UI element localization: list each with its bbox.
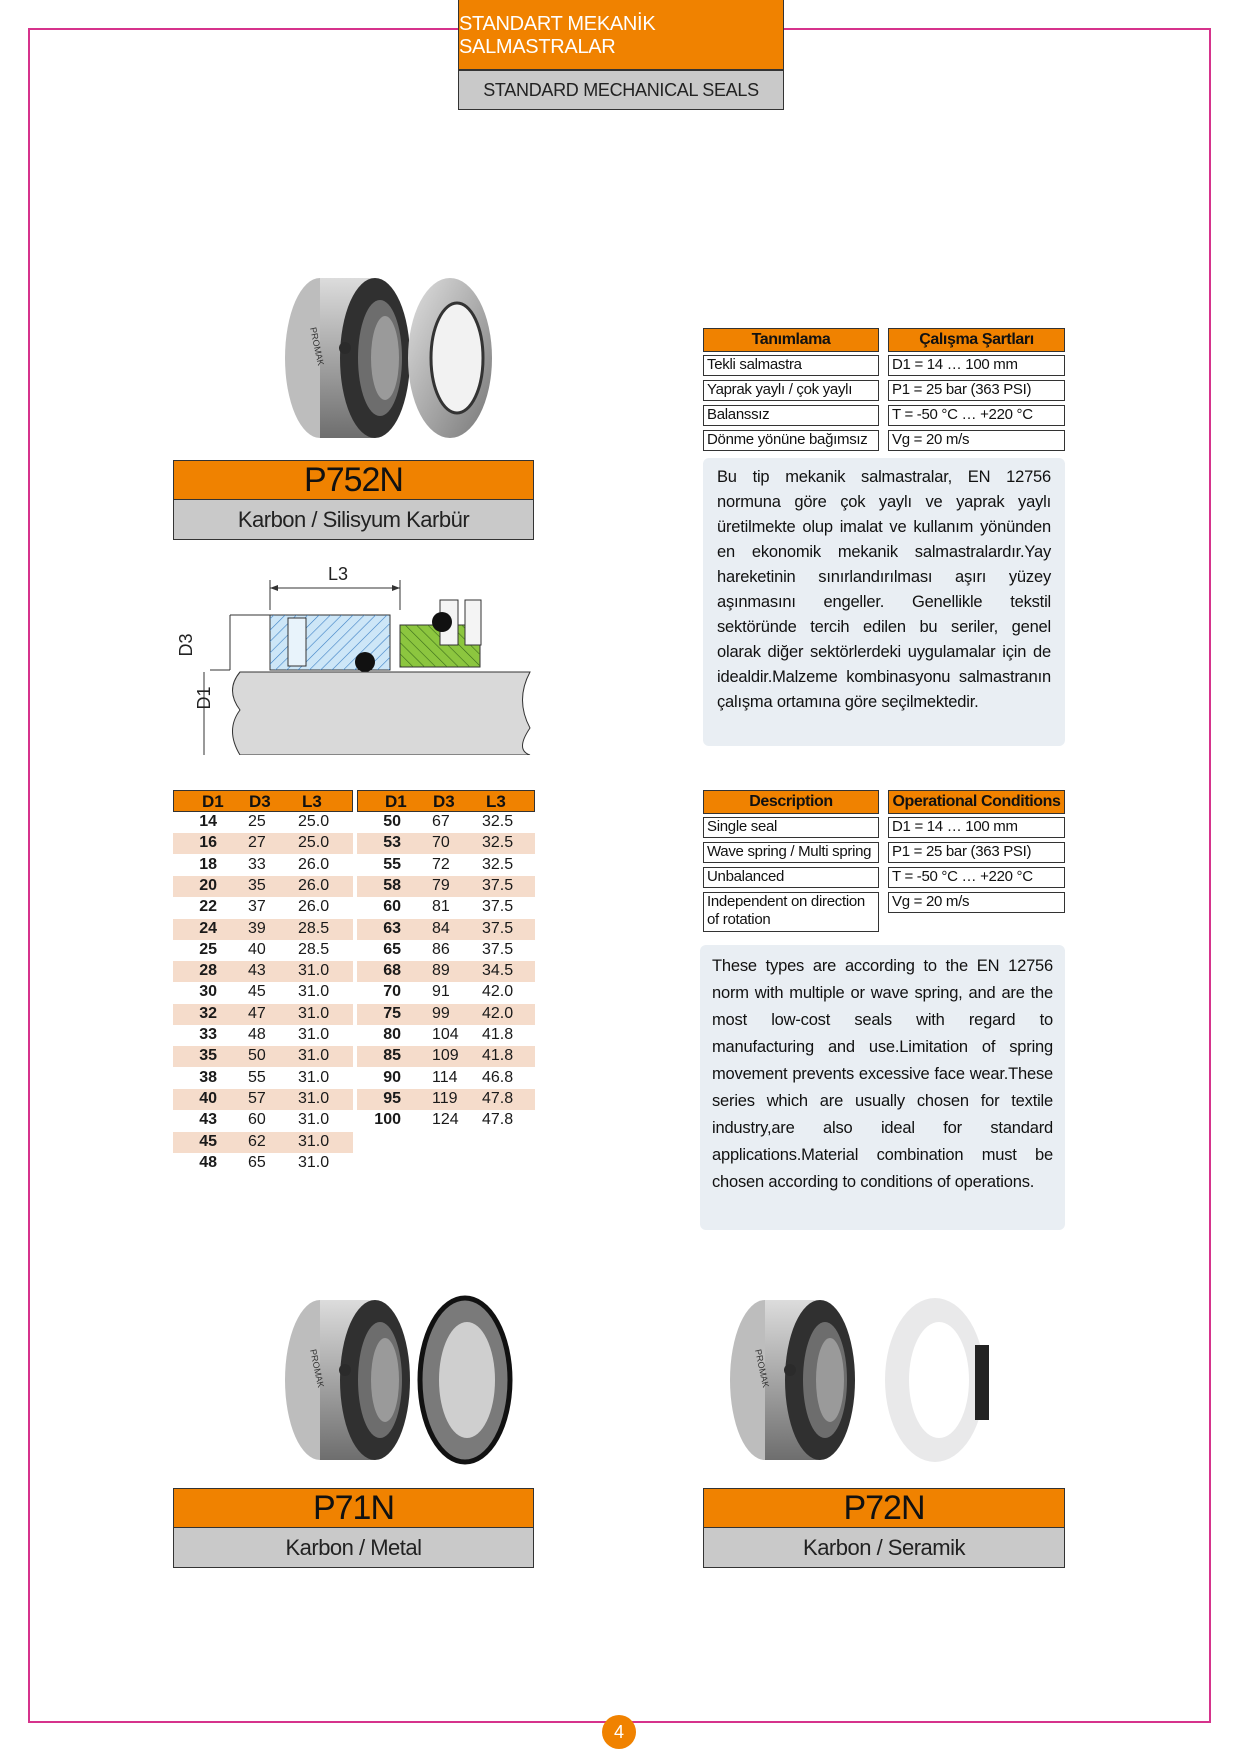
table-row [173,855,353,876]
cell-d1: 80 [383,1026,401,1043]
spec-en-row-1-right: D1 = 14 … 100 mm [888,817,1065,838]
cell-l3: 28.5 [298,940,330,958]
cell-d3: 55 [248,1068,266,1086]
cell-l3: 26.0 [298,855,330,873]
table-row [173,897,353,918]
cell-d1: 45 [199,1132,217,1150]
table-row [173,1110,353,1131]
cell-l3: 32.5 [482,855,514,873]
cell-l3: 34.5 [482,962,514,980]
cell-l3: 31.0 [298,1068,330,1086]
dim-right-header-d3: D3 [433,792,455,811]
cell-l3: 25.0 [298,813,330,830]
p71n-brand-text: PROMAK [308,1348,326,1389]
cell-d1: 24 [199,919,217,937]
spec-en-row-2-right: P1 = 25 bar (363 PSI) [888,842,1065,863]
cell-d3: 86 [432,940,450,958]
cell-d3: 114 [432,1068,458,1086]
cell-l3: 31.0 [298,1111,330,1129]
spec-tr-row-3-left: Balanssız [703,405,879,426]
cell-d3: 81 [432,898,450,916]
cell-d3: 39 [248,919,266,937]
cell-l3: 41.8 [482,1026,514,1043]
cell-d3: 35 [248,876,266,894]
cell-d3: 109 [432,1047,459,1065]
spec-tr-row-3-right: T = -50 °C … +220 °C [888,405,1065,426]
cell-d1: 22 [199,898,217,916]
cell-d3: 84 [432,919,450,937]
p71n-seal-image [195,1280,515,1480]
dimension-table-left [173,790,353,1170]
cell-d3: 89 [432,962,450,980]
cell-d3: 60 [248,1111,266,1129]
cell-d3: 57 [248,1089,266,1107]
table-row [173,1153,353,1174]
cell-d3: 37 [248,898,266,916]
cell-l3: 31.0 [298,962,330,980]
cell-d1: 53 [383,834,401,852]
table-row [357,982,535,1003]
table-row [173,812,353,833]
dim-right-header-l3: L3 [486,792,506,811]
product-material-p752n: Karbon / Silisyum Karbür [173,500,534,540]
cell-l3: 31.0 [298,1004,330,1022]
cell-l3: 26.0 [298,876,330,894]
cell-d3: 79 [432,876,450,894]
cell-d3: 104 [432,1026,459,1043]
spec-tr-row-1-right: D1 = 14 … 100 mm [888,355,1065,376]
header-title-en: STANDARD MECHANICAL SEALS [458,70,784,110]
table-row [173,940,353,961]
table-row [357,897,535,918]
cell-d3: 47 [248,1004,266,1022]
cell-d1: 35 [199,1047,217,1065]
p752n-seal-image [195,258,495,458]
cell-d3: 25 [248,813,266,830]
product-material-p72n: Karbon / Seramik [703,1528,1065,1568]
cell-d3: 91 [432,983,450,1001]
table-row [173,833,353,854]
table-row [173,982,353,1003]
cell-d3: 72 [432,855,450,873]
cell-d1: 60 [383,898,401,916]
table-row [357,1046,535,1067]
cell-d3: 40 [248,940,266,958]
drawing-label-d1: D1 [194,686,214,710]
cell-d1: 25 [199,940,217,958]
table-row [173,1025,353,1046]
cell-l3: 31.0 [298,1026,330,1043]
cell-d1: 65 [383,940,401,958]
cell-d3: 48 [248,1026,266,1043]
table-row [357,1089,535,1110]
spec-en-row-3-left: Unbalanced [703,867,879,888]
spec-en-row-2-left: Wave spring / Multi spring [703,842,879,863]
cell-l3: 31.0 [298,1047,330,1065]
cell-l3: 47.8 [482,1111,514,1129]
header-title-tr: STANDART MEKANİK SALMASTRALAR [458,0,784,70]
cell-d1: 38 [199,1068,217,1086]
spec-tr-header-left: Tanımlama [703,328,879,352]
description-en: These types are according to the EN 12756 norm with multiple or wave spring, and are the most low-cost seals with regard to manufacturing and use.Limitation of spring movement prevents excessive face wear.These series which are usually chosen for textile industry,are also ideal for standard applications.Material combination must be chosen according to conditions of operations. [700,945,1065,1230]
cell-l3: 32.5 [482,834,514,852]
table-row [357,1068,535,1089]
dimension-table-right [357,790,535,1130]
spec-en-header-right: Operational Conditions [888,790,1065,814]
cell-d1: 63 [383,919,401,937]
cell-l3: 26.0 [298,898,330,916]
table-row [173,961,353,982]
table-row [357,1025,535,1046]
table-row [173,1132,353,1153]
cell-l3: 31.0 [298,983,330,1001]
cell-l3: 41.8 [482,1047,514,1065]
dim-left-header-d1: D1 [202,792,224,811]
cell-d3: 99 [432,1004,450,1022]
cell-l3: 37.5 [482,919,514,937]
spec-en-row-4-right: Vg = 20 m/s [888,892,1065,913]
cell-l3: 31.0 [298,1132,330,1150]
cell-d1: 50 [383,813,401,830]
table-row [357,876,535,897]
product-code-p71n: P71N [173,1488,534,1528]
cell-d3: 50 [248,1047,266,1065]
cell-d3: 124 [432,1111,459,1129]
dim-left-header-l3: L3 [302,792,322,811]
cell-d1: 85 [383,1047,401,1065]
description-tr: Bu tip mekanik salmastralar, EN 12756 normuna göre çok yaylı ve yaprak yaylı üretilmekte olup imalat ve kullanım yönünden en ekonomik mekanik salmastralardır.Yay hareketinin sınırlandırılması aşırı yüzey aşınmasını engeller. Genellikle tekstil sektöründe tercih edilen bu seriler, genel olarak diğer sektörlerdeki uygulamalar için de idealdir.Malzeme kombinasyonu salmastranın çalışma ortamına göre seçilmektedir. [703,458,1065,746]
cell-l3: 47.8 [482,1089,514,1107]
product-code-p752n: P752N [173,460,534,500]
cell-d3: 33 [248,855,266,873]
cell-l3: 42.0 [482,983,514,1001]
product-code-p72n: P72N [703,1488,1065,1528]
table-row [173,1004,353,1025]
cell-l3: 42.0 [482,1004,514,1022]
table-row [357,812,535,833]
cell-d1: 14 [199,813,217,830]
table-row [173,919,353,940]
drawing-label-d3: D3 [176,633,196,657]
cell-l3: 25.0 [298,834,330,852]
product-material-p71n: Karbon / Metal [173,1528,534,1568]
cell-d1: 28 [199,962,217,980]
table-row [357,1004,535,1025]
cell-d1: 100 [374,1111,401,1129]
table-row [357,919,535,940]
cell-l3: 31.0 [298,1153,330,1171]
p72n-brand-text: PROMAK [753,1348,771,1389]
table-row [173,1046,353,1067]
spec-en-header-left: Description [703,790,879,814]
cell-l3: 31.0 [298,1089,330,1107]
table-row [357,833,535,854]
table-row [357,855,535,876]
table-row [173,876,353,897]
table-row [357,940,535,961]
cell-d1: 40 [199,1089,217,1107]
spec-tr-header-right: Çalışma Şartları [888,328,1065,352]
cell-d1: 43 [199,1111,217,1129]
spec-tr-row-2-right: P1 = 25 bar (363 PSI) [888,380,1065,401]
seal-section-drawing [170,560,540,755]
cell-d3: 65 [248,1153,266,1171]
spec-en-row-3-right: T = -50 °C … +220 °C [888,867,1065,888]
cell-d3: 62 [248,1132,266,1150]
spec-tr-row-4-right: Vg = 20 m/s [888,430,1065,451]
dim-left-header-d3: D3 [249,792,271,811]
spec-tr-row-1-left: Tekli salmastra [703,355,879,376]
cell-d3: 70 [432,834,450,852]
cell-d1: 70 [383,983,401,1001]
cell-d1: 48 [199,1153,217,1171]
dim-left-header [173,790,353,812]
cell-l3: 37.5 [482,876,514,894]
table-row [357,1110,535,1131]
spec-tr-row-2-left: Yaprak yaylı / çok yaylı [703,380,879,401]
cell-d1: 20 [199,876,217,894]
cell-d3: 27 [248,834,266,852]
cell-d1: 18 [199,855,217,873]
table-row [173,1089,353,1110]
cell-d1: 75 [383,1004,401,1022]
cell-d1: 32 [199,1004,217,1022]
cell-d1: 58 [383,876,401,894]
table-row [357,961,535,982]
dim-right-header-d1: D1 [385,792,407,811]
cell-d1: 30 [199,983,217,1001]
cell-d1: 90 [383,1068,401,1086]
cell-d1: 16 [199,834,217,852]
cell-d3: 43 [248,962,266,980]
cell-d3: 119 [432,1089,458,1107]
drawing-label-l3: L3 [328,564,349,584]
cell-d3: 67 [432,813,450,830]
cell-d3: 45 [248,983,266,1001]
cell-d1: 33 [199,1026,217,1043]
table-row [173,1068,353,1089]
p752n-brand-text: PROMAK [308,326,326,367]
cell-d1: 68 [383,962,401,980]
cell-l3: 28.5 [298,919,330,937]
cell-l3: 46.8 [482,1068,514,1086]
page-number: 4 [602,1715,636,1749]
cell-d1: 95 [383,1089,401,1107]
cell-d1: 55 [383,855,401,873]
dim-right-header [357,790,535,812]
spec-tr-row-4-left: Dönme yönüne bağımsız [703,430,879,451]
spec-en-row-4-left: Independent on direction of rotation [703,892,879,932]
cell-l3: 37.5 [482,940,514,958]
spec-en-row-1-left: Single seal [703,817,879,838]
cell-l3: 32.5 [482,813,514,830]
p72n-seal-image [725,1280,1045,1480]
cell-l3: 37.5 [482,898,514,916]
